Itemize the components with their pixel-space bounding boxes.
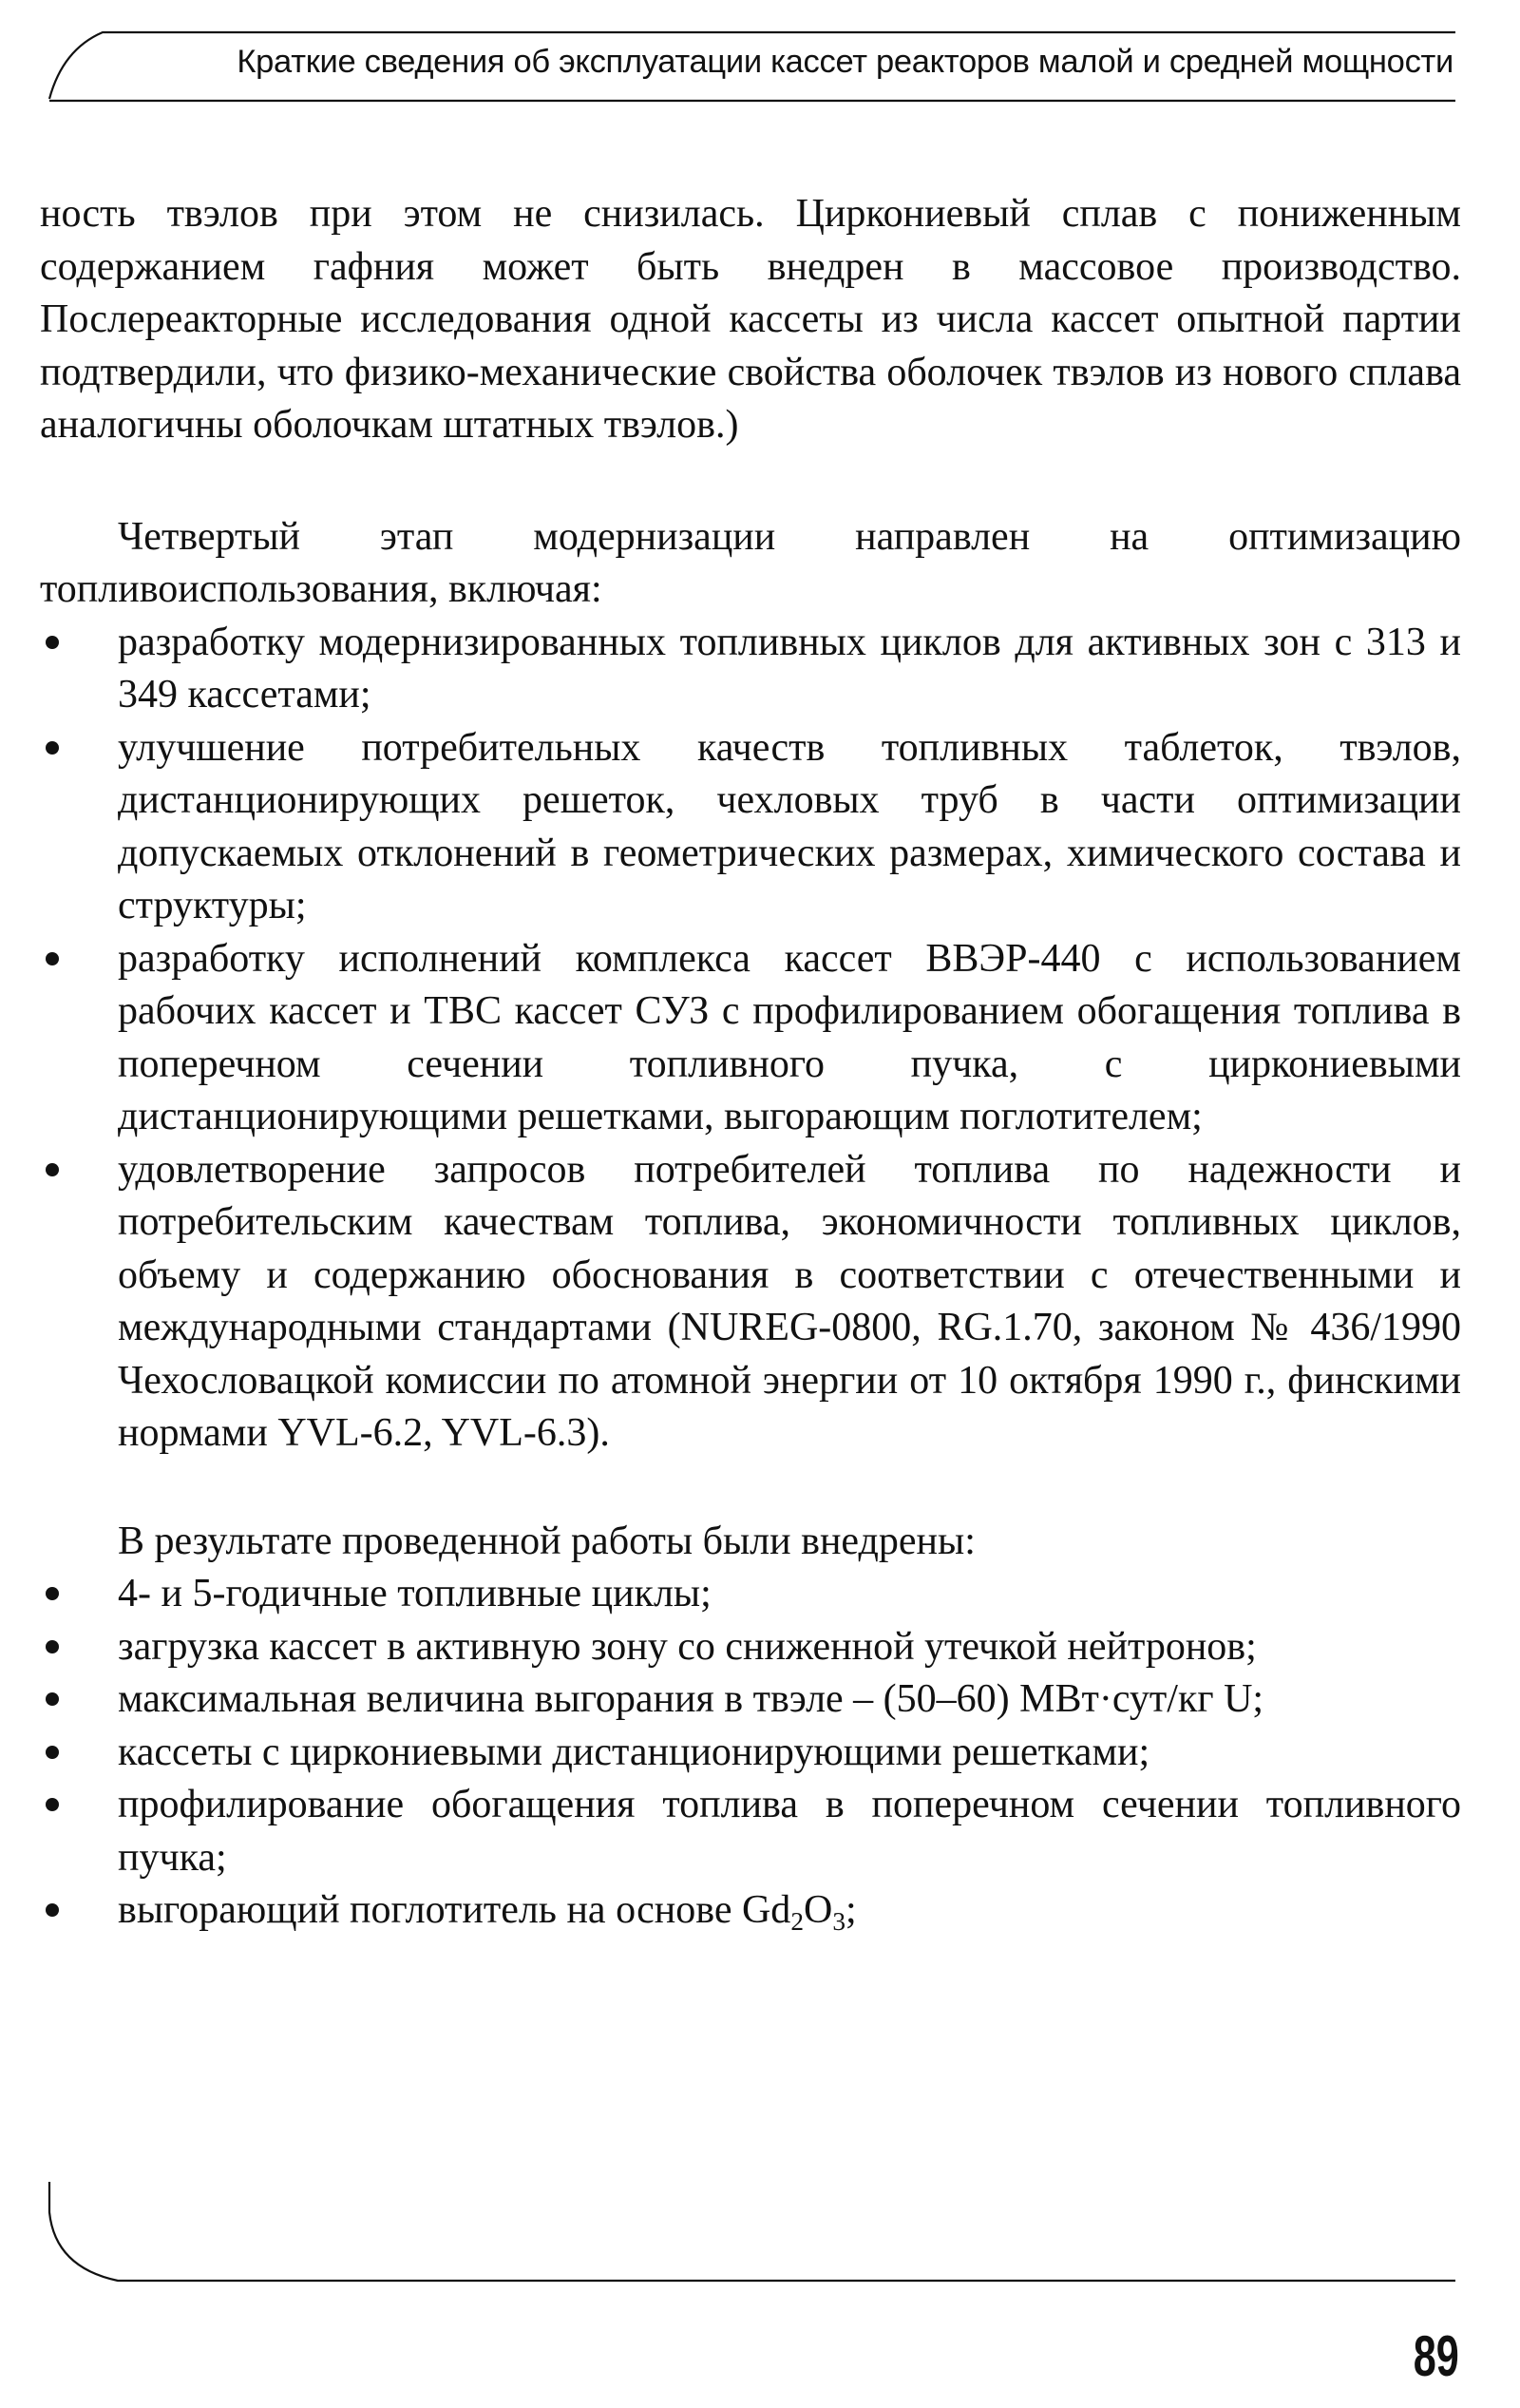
list-item: выгорающий поглотитель на основе $Gd_2O_3$;	[40, 1884, 1461, 1938]
list-item: загрузка кассет в активную зону со сниженной утечкой нейтронов;	[40, 1621, 1461, 1674]
list-item: разработку модернизированных топливных циклов для активных зон с 313 и 349 кассетами;	[40, 617, 1461, 722]
results-intro: В результате проведенной работы были внедрены:	[118, 1519, 976, 1563]
list-item: удовлетворение запросов потребителей топлива по надежности и потребительским качествам топлива, экономичности топливных циклов, объему и содержанию обоснования в соответствии с отечественными и международными стандартами (NUREG-0800, RG.1.70, законом № 436/1990 Чехословацкой комиссии по атомной энергии от 10 октября 1990 г., финскими нормами YVL-6.2, YVL-6.3).	[40, 1144, 1461, 1461]
list-item: кассеты с циркониевыми дистанционирующими решетками;	[40, 1727, 1461, 1780]
continuation-paragraph: ность твэлов при этом не снизилась. Циркониевый сплав с пониженным содержанием гафния может быть внедрен в массовое производство. Послереакторные исследования одной кассеты из числа кассет опытной партии подтвердили, что физико-механические свойства оболочек твэлов из нового сплава аналогичны оболочкам штатных твэлов.)	[40, 192, 1461, 447]
page-number: 89	[1413, 2324, 1459, 2388]
list-item: максимальная величина выгорания в твэле – (50–60) МВт·сут/кг U;	[40, 1673, 1461, 1727]
stage-four-intro: Четвертый этап модернизации направлен на оптимизацию топливоиспользования, включая:	[40, 514, 1461, 611]
running-header: Краткие сведения об эксплуатации кассет реакторов малой и средней мощности	[237, 44, 1454, 80]
list-item: 4- и 5-годичные топливные циклы;	[40, 1568, 1461, 1621]
list-item: профилирование обогащения топлива в поперечном сечении топливного пучка;	[40, 1779, 1461, 1884]
list-item: разработку исполнений комплекса кассет ВВЭР-440 с использованием рабочих кассет и ТВС кассет СУЗ с профилированием обогащения топлива в поперечном сечении топливного пучка, с циркониевыми дистанционирующими решетками, выгорающим поглотителем;	[40, 933, 1461, 1144]
list-item: улучшение потребительных качеств топливных таблеток, твэлов, дистанционирующих решеток, чехловых труб в части оптимизации допускаемых отклонений в геометрических размерах, химического состава и структуры;	[40, 722, 1461, 933]
